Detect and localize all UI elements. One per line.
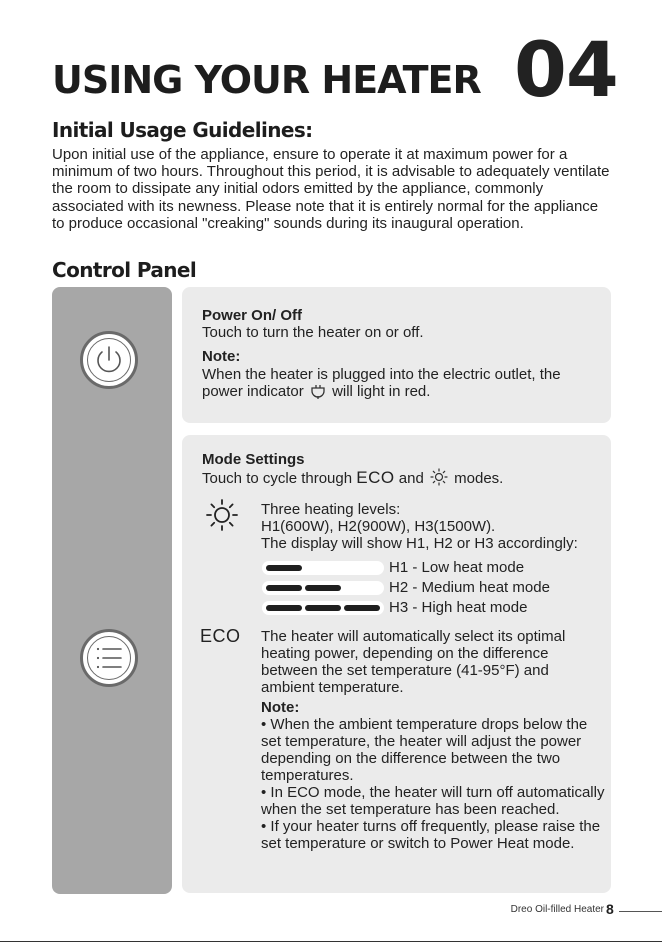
menu-list-icon — [83, 632, 135, 684]
mode-title: Mode Settings — [202, 451, 305, 468]
heat-bar — [305, 585, 341, 591]
power-button[interactable] — [80, 331, 138, 389]
initial-usage-heading: Initial Usage Guidelines: — [52, 118, 313, 142]
h1-label: H1 - Low heat mode — [389, 559, 525, 576]
eco-description: The heater will automatically select its optimal heating power, depending on the difference between the set temperature (41-95°F) and ambient temperature. — [261, 628, 566, 696]
eco-note-1: • When the ambient temperature drops below the set temperature, the heater will adjust the power depending on the difference between the two temperatures. — [261, 716, 588, 784]
control-panel-strip — [52, 287, 172, 894]
h2-label: H2 - Medium heat mode — [389, 579, 550, 596]
heat-bar — [344, 605, 380, 611]
levels-line2: H1(600W), H2(900W), H3(1500W). — [261, 518, 496, 535]
h1-indicator — [262, 561, 384, 575]
mode-cycle-line — [202, 468, 503, 487]
power-title: Power On/ Off — [202, 307, 303, 324]
power-note-label: Note: — [202, 348, 241, 365]
power-note-line1: When the heater is plugged into the electric outlet, the — [202, 366, 561, 383]
eco-note-label: Note: — [261, 699, 300, 716]
mode-cycle-after: modes. — [454, 470, 504, 487]
eco-note-2: • In ECO mode, the heater will turn off automatically when the set temperature has been reached. — [261, 784, 605, 818]
control-panel-heading: Control Panel — [52, 258, 197, 282]
h3-indicator — [262, 601, 384, 615]
initial-usage-body: Upon initial use of the appliance, ensure to operate it at maximum power for a minimum of two hours. Throughout this period, it is advisable to adequately ventilate the room to dissipate any initial odors emitted by the appliance, commonly associated with its newness. Please note that it is entirely normal for the appliance to produce occasional "creaking" sounds during its inaugural operation. — [52, 146, 610, 232]
footer-rule — [619, 911, 662, 912]
chapter-number: 04 — [514, 25, 618, 114]
bottom-rule — [0, 941, 662, 942]
power-note-line2 — [202, 383, 430, 400]
eco-label: ECO — [200, 626, 241, 646]
heat-bar — [305, 605, 341, 611]
levels-line3: The display will show H1, H2 or H3 accordingly: — [261, 535, 578, 552]
footer-page-number: 8 — [606, 901, 614, 917]
heat-bar — [266, 585, 302, 591]
eco-inline-label: ECO — [356, 468, 395, 487]
eco-note-3: • If your heater turns off frequently, please raise the set temperature or switch to Power Heat mode. — [261, 818, 601, 852]
sun-icon — [430, 468, 448, 486]
h3-label: H3 - High heat mode — [389, 599, 528, 616]
mode-button[interactable] — [80, 629, 138, 687]
mode-cycle-and: and — [398, 470, 424, 487]
power-description: Touch to turn the heater on or off. — [202, 324, 424, 341]
sun-large-icon — [205, 498, 239, 532]
eco-section — [261, 628, 606, 852]
power-note-after-icon: will light in red. — [332, 383, 431, 400]
mode-cycle-before: Touch to cycle through — [202, 470, 353, 487]
heat-bar — [266, 565, 302, 571]
heat-bar — [266, 605, 302, 611]
power-note-before-icon: power indicator — [202, 383, 304, 400]
power-icon — [83, 334, 135, 386]
levels-line1: Three heating levels: — [261, 501, 401, 518]
page-title: USING YOUR HEATER — [52, 58, 481, 102]
plug-icon — [310, 384, 326, 399]
footer-product-name: Dreo Oil-filled Heater — [510, 904, 604, 915]
h2-indicator — [262, 581, 384, 595]
